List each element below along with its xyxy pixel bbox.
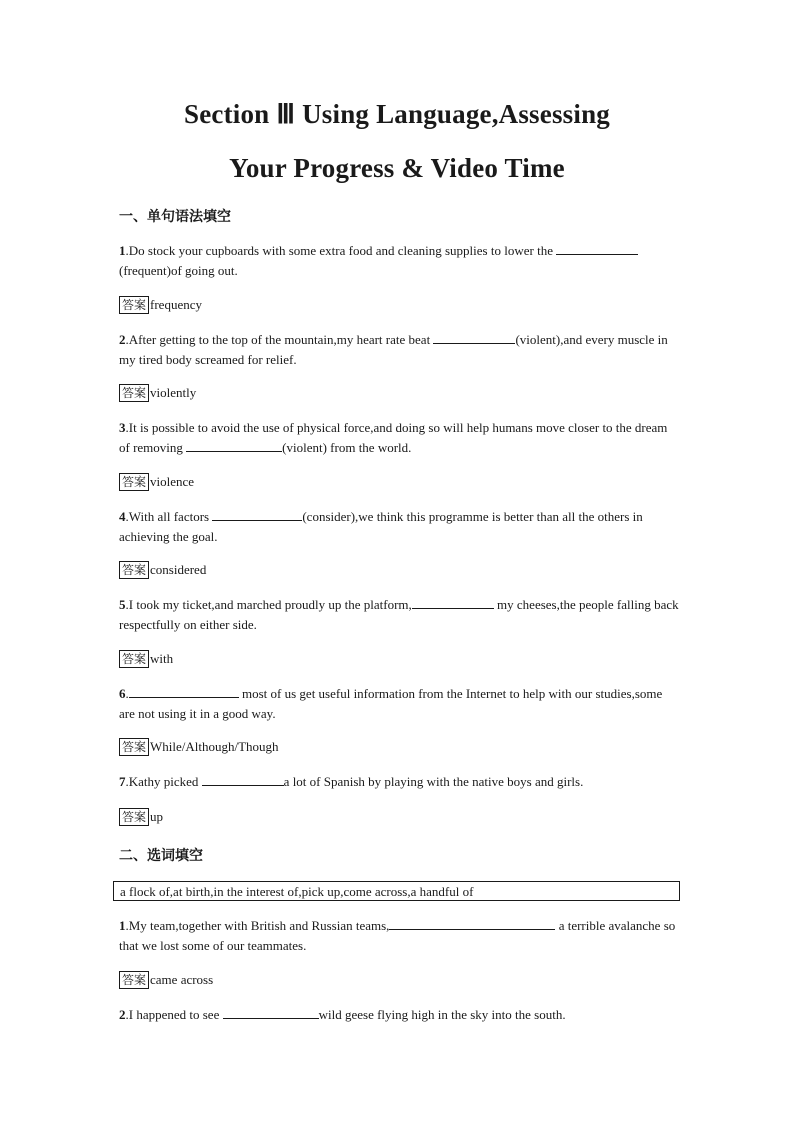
question-text: .I took my ticket,and marched proudly up the platform, [125,597,412,612]
question-text: my cheeses,the people falling back respectfully on either side. [119,597,679,632]
question-number: 5 [119,597,126,612]
question-text: .I happened to see [125,1007,223,1022]
question-text: wild geese flying high in the sky into the south. [318,1007,566,1022]
answer-blank [389,916,555,930]
question-text: (consider),we think this programme is better than all the others in achieving the goal. [119,509,643,544]
question-text: (frequent)of going out. [119,263,238,278]
answer-text: considered [150,562,207,577]
question-number: 4 [119,509,126,524]
answer-row-3 [119,472,194,492]
answer-blank [433,330,515,344]
answer-tag: 答案 [119,384,149,402]
question-text: most of us get useful information from the Internet to help with our studies,some are not using it in a good way. [119,686,663,721]
answer-row-6 [119,737,279,757]
question-3 [119,418,679,458]
answer-row-4 [119,560,206,580]
page-title-line-1: Section Ⅲ Using Language,Assessing [184,99,610,129]
answer-tag: 答案 [119,296,149,314]
answer-text: up [150,809,164,824]
answer-tag: 答案 [119,808,149,826]
answer-text: While/Although/Though [150,739,279,754]
page-title-line-2: Your Progress & Video Time [229,153,565,183]
word-bank-box: a flock of,at birth,in the interest of,pick up,come across,a handful of [113,881,680,901]
question-s2-1 [119,916,679,956]
question-text: .My team,together with British and Russian teams, [125,918,390,933]
question-text: .Do stock your cupboards with some extra food and cleaning supplies to lower the [125,243,557,258]
question-7 [119,772,679,792]
question-number: 2 [119,1007,126,1022]
section-heading-grammar: 一、单句语法填空 [119,209,231,225]
question-text: .After getting to the top of the mountain,my heart rate beat [125,332,434,347]
question-text: a lot of Spanish by playing with the native boys and girls. [283,774,584,789]
answer-tag: 答案 [119,561,149,579]
question-text: .It is possible to avoid the use of physical force,and doing so will help humans move closer to the dream of removing [119,420,668,455]
question-text: . [125,686,129,701]
answer-tag: 答案 [119,738,149,756]
answer-blank [186,438,282,452]
answer-blank [223,1005,319,1019]
question-number: 3 [119,420,126,435]
answer-row-s2-1 [119,970,213,990]
answer-text: came across [150,972,214,987]
question-number: 6 [119,686,126,701]
answer-text: violence [150,474,195,489]
question-number: 7 [119,774,126,789]
question-6 [119,684,679,724]
answer-row-2 [119,383,196,403]
question-s2-2 [119,1005,679,1025]
question-4 [119,507,679,547]
answer-tag: 答案 [119,473,149,491]
question-5 [119,595,679,635]
answer-tag: 答案 [119,650,149,668]
question-text: a terrible avalanche so that we lost some of our teammates. [119,918,676,953]
answer-text: with [150,651,174,666]
question-text: (violent),and every muscle in my tired body screamed for relief. [119,332,668,367]
answer-blank [129,684,239,698]
question-number: 1 [119,243,126,258]
answer-row-5 [119,649,173,669]
answer-row-7 [119,807,163,827]
answer-tag: 答案 [119,971,149,989]
question-number: 2 [119,332,126,347]
question-text: (violent) from the world. [282,440,412,455]
section-heading-word-choice: 二、选词填空 [119,848,203,864]
question-text: .Kathy picked [125,774,202,789]
question-number: 1 [119,918,126,933]
question-text: .With all factors [125,509,213,524]
question-2 [119,330,679,370]
answer-blank [212,507,302,521]
answer-row-1 [119,295,202,315]
answer-text: violently [150,385,197,400]
question-1 [119,241,679,281]
answer-text: frequency [150,297,202,312]
answer-blank [556,241,638,255]
answer-blank [202,772,284,786]
answer-blank [412,595,494,609]
